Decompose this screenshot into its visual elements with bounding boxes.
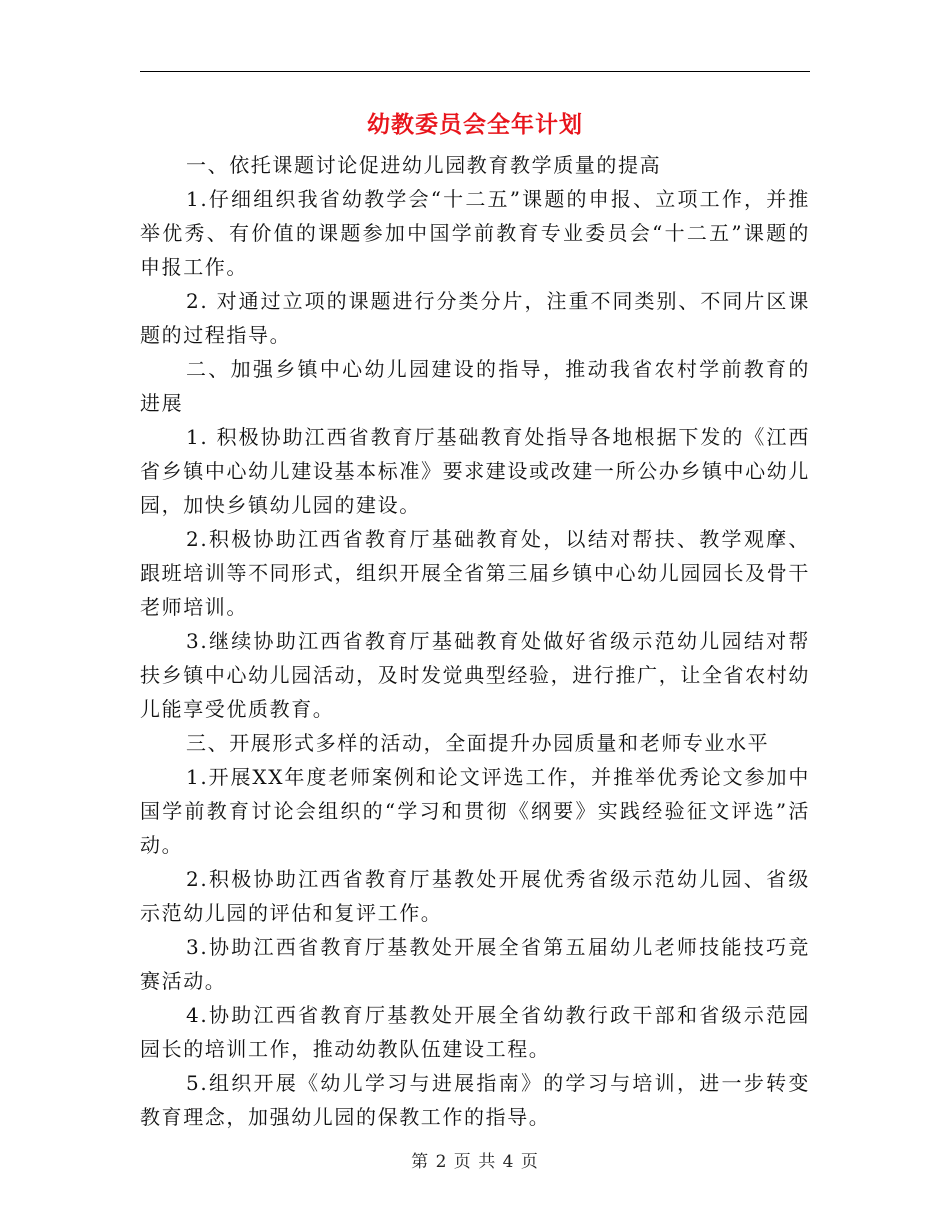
page-footer (0, 1150, 950, 1174)
paragraph-3-2: 2.积极协助江西省教育厅基教处开展优秀省级示范幼儿园、省级示范幼儿园的评估和复评工作。 (140, 867, 810, 925)
header-rule (140, 71, 810, 72)
paragraph-3-4: 4.协助江西省教育厅基教处开展全省幼教行政干部和省级示范园园长的培训工作，推动幼教队伍建设工程。 (140, 1003, 810, 1061)
paragraph-2-1: 1. 积极协助江西省教育厅基础教育处指导各地根据下发的《江西省乡镇中心幼儿建设基本标准》要求建设或改建一所公办乡镇中心幼儿园，加快乡镇幼儿园的建设。 (140, 425, 810, 517)
document-title: 幼教委员会全年计划 (367, 111, 583, 138)
paragraph-2-2: 2.积极协助江西省教育厅基础教育处，以结对帮扶、教学观摩、跟班培训等不同形式，组织开展全省第三届乡镇中心幼儿园园长及骨干老师培训。 (140, 527, 810, 619)
paragraph-1-1: 1.仔细组织我省幼教学会“十二五”课题的申报、立项工作，并推举优秀、有价值的课题参加中国学前教育专业委员会“十二五”课题的申报工作。 (140, 187, 810, 279)
paragraph-3-3: 3.协助江西省教育厅基教处开展全省第五届幼儿老师技能技巧竞赛活动。 (140, 935, 810, 993)
section-heading-2: 二、加强乡镇中心幼儿园建设的指导，推动我省农村学前教育的进展 (140, 357, 810, 415)
paragraph-3-1: 1.开展XX年度老师案例和论文评选工作，并推举优秀论文参加中国学前教育讨论会组织的“学习和贯彻《纲要》实践经验征文评选”活动。 (140, 765, 810, 857)
paragraph-2-3: 3.继续协助江西省教育厅基础教育处做好省级示范幼儿园结对帮扶乡镇中心幼儿园活动，及时发觉典型经验，进行推广，让全省农村幼儿能享受优质教育。 (140, 629, 810, 721)
paragraph-3-5: 5.组织开展《幼儿学习与进展指南》的学习与培训，进一步转变教育理念，加强幼儿园的保教工作的指导。 (140, 1071, 810, 1129)
section-heading-1: 一、依托课题讨论促进幼儿园教育教学质量的提高 (186, 153, 662, 177)
document-body (140, 148, 810, 1134)
paragraph-1-2: 2. 对通过立项的课题进行分类分片，注重不同类别、不同片区课题的过程指导。 (140, 289, 810, 347)
page-number-label: 第 2 页 共 4 页 (411, 1152, 539, 1172)
section-heading-3: 三、开展形式多样的活动，全面提升办园质量和老师专业水平 (186, 731, 770, 755)
